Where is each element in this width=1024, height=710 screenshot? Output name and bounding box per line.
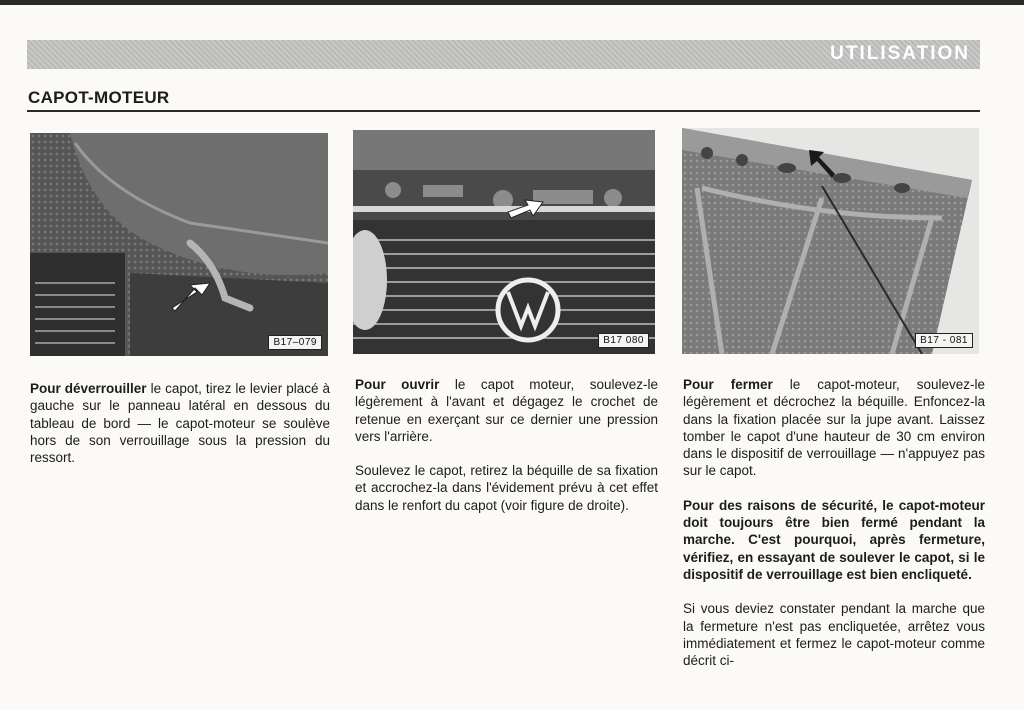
paragraph: Si vous deviez constater pendant la marche que la fermeture n'est pas encliquetée, arrêtez vous immédiatement et fermez le capot-moteur comme décrit ci- [683,601,985,669]
banner-title: UTILISATION [830,43,970,64]
header-banner [27,40,980,69]
photo-code: B17–079 [268,335,322,350]
paragraph [355,376,658,445]
top-border [0,0,1024,5]
photo-hood-release-lever [30,133,328,356]
body-text: le capot moteur, soulevez-le légèrement à l'avant et dégagez le crochet de retenue en exerçant sur ce dernier une pression vers l'arrière. [355,377,659,444]
lead-text: Pour déverrouiller [30,381,147,396]
text-column-open [355,376,658,531]
body-text: le capot-moteur, soulevez-le légèrement et décrochez la béquille. Enfoncez-la dans la fixation placée sur la jupe avant. Laissez tomber le capot d'une hauteur de 30 cm environ dans le dispositif de verrouillage — n'appuyez pas sur le capot. [683,377,985,479]
paragraph: Soulevez le capot, retirez la béquille de sa fixation et accrochez-la dans l'évidement prévu à cet effet dans le renfort du capot (voir figure de droite). [355,463,658,513]
safety-warning: Pour des raisons de sécurité, le capot-moteur doit toujours être bien fermé pendant la marche. C'est pourquoi, après fermeture, vérifiez, en essayant de soulever le capot, si le dispositif de verrouillage est bien encliqueté. [683,497,985,582]
lead-text: Pour ouvrir [355,377,440,392]
text-column-unlock [30,380,330,483]
vw-logo [498,280,558,340]
photo-hood-underside-prop-rod [682,128,979,354]
paragraph [683,376,985,480]
text-column-close [683,376,985,686]
photo-code: B17 080 [598,333,649,348]
lead-text: Pour fermer [683,377,773,392]
photo-code: B17 - 081 [915,333,973,348]
photo-hood-open-grille [353,130,655,354]
body-text: le capot, tirez le levier placé à gauche sur le panneau latéral en dessous du tableau de bord — le capot-moteur se soulève hors de son verrouillage sous la pression du ressort. [30,381,330,466]
section-title: CAPOT-MOTEUR [28,88,170,107]
paragraph [30,380,330,466]
section-divider [27,110,980,112]
